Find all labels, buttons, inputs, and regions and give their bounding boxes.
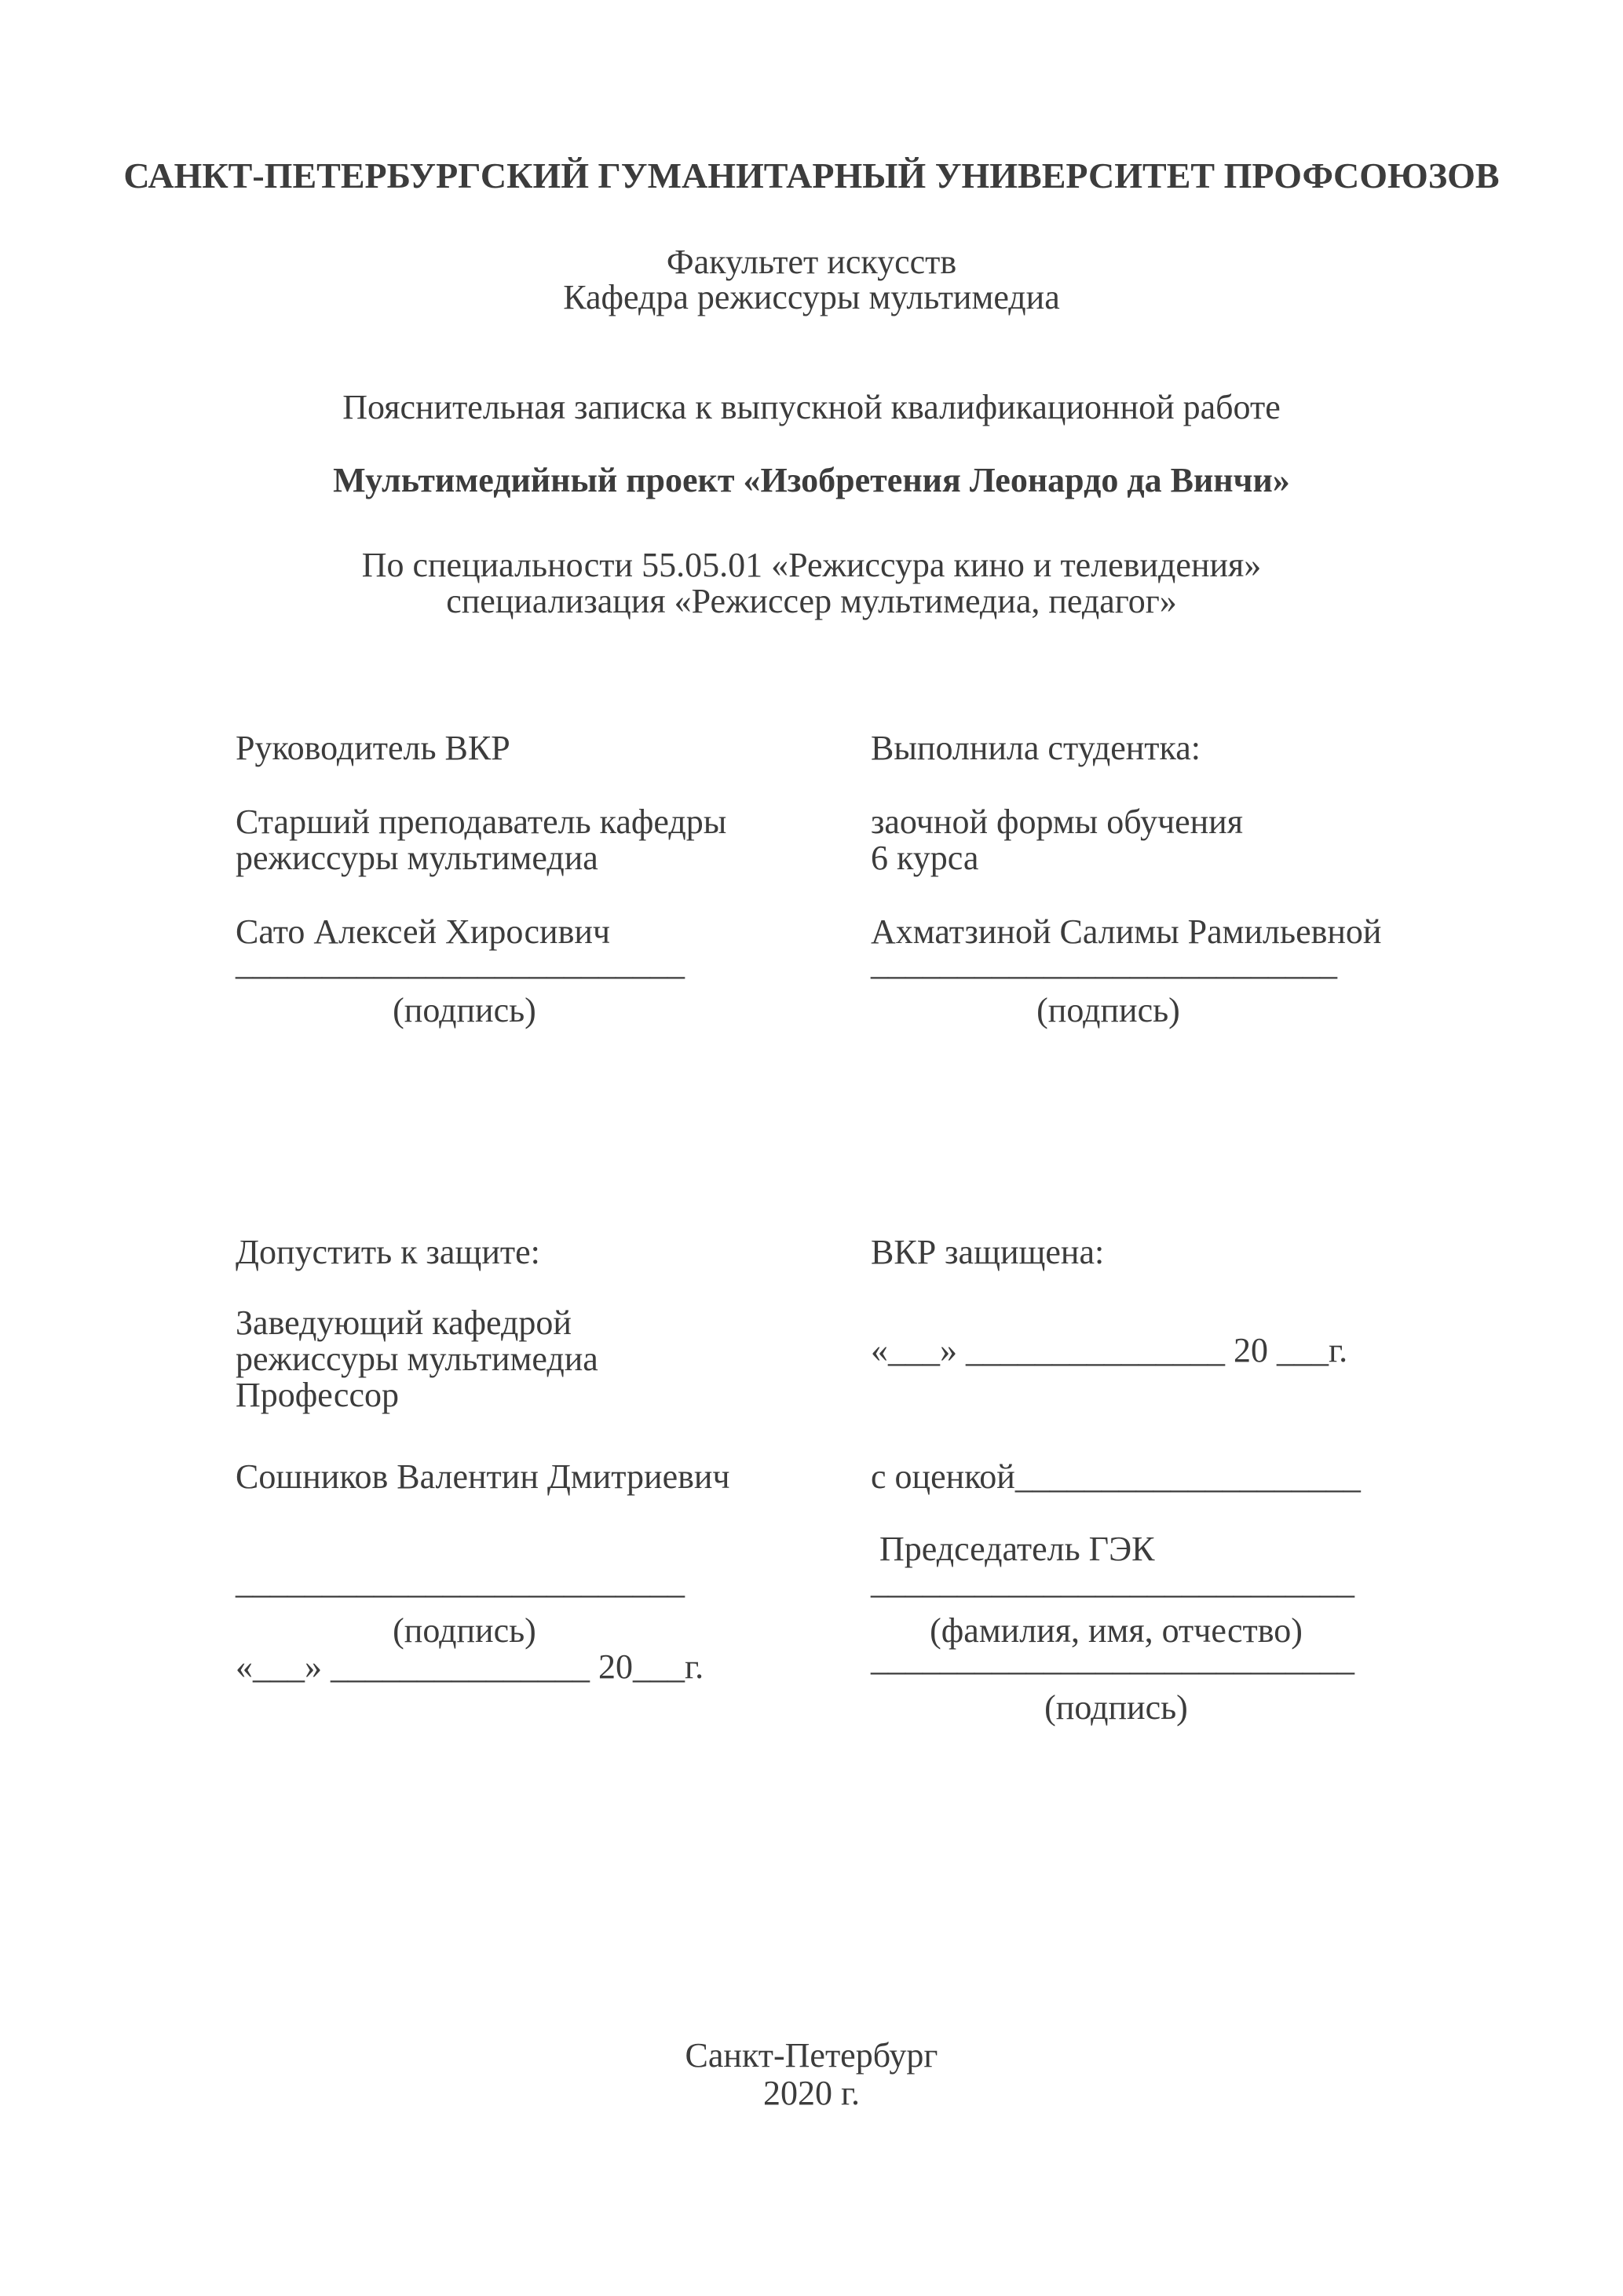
student-info-line2: 6 курса [871,839,979,877]
defense-signature-caption: (подпись) [1044,1688,1188,1727]
specialization-line: специализация «Режиссер мультимедиа, педагог» [446,582,1177,620]
student-signature-line: ___________________________ [871,944,1337,982]
student-info-line1: заочной формы обучения [871,803,1243,841]
defense-name-line: ____________________________ [871,1563,1354,1601]
student-heading: Выполнила студентка: [871,729,1201,767]
supervisor-signature-line: __________________________ [236,944,685,982]
admission-position-line1: Заведующий кафедрой [236,1303,572,1342]
supervisor-position-line1: Старший преподаватель кафедры [236,803,727,841]
work-title: Мультимедийный проект «Изобретения Леонардо да Винчи» [333,461,1290,499]
faculty-line: Факультет искусств [666,243,957,281]
student-signature-caption: (подпись) [1036,991,1180,1029]
defense-name-caption: (фамилия, имя, отчество) [930,1611,1303,1650]
admission-position-line2: режиссуры мультимедиа [236,1340,598,1378]
defense-signature-line: ____________________________ [871,1640,1354,1678]
student-name: Ахматзиной Салимы Рамильевной [871,912,1382,951]
defense-heading: ВКР защищена: [871,1233,1105,1271]
admission-heading: Допустить к защите: [236,1233,540,1271]
supervisor-heading: Руководитель ВКР [236,729,510,767]
defense-date-line: «___» _______________ 20 ___г. [871,1331,1348,1369]
footer-city: Санкт-Петербург [685,2036,938,2075]
note-type-line: Пояснительная записка к выпускной квалификационной работе [342,388,1281,426]
supervisor-signature-caption: (подпись) [393,991,536,1029]
defense-chairman-label: Председатель ГЭК [879,1530,1155,1568]
footer-year: 2020 г. [762,2074,861,2112]
defense-grade-line: с оценкой____________________ [871,1457,1361,1496]
department-line: Кафедра режиссуры мультимедиа [563,278,1060,316]
supervisor-position-line2: режиссуры мультимедиа [236,839,598,877]
admission-position-line3: Профессор [236,1376,399,1414]
admission-name: Сошников Валентин Дмитриевич [236,1457,730,1496]
admission-date-line: «___» _______________ 20___г. [236,1647,704,1686]
specialty-line: По специальности 55.05.01 «Режиссура кино и телевидения» [361,546,1262,584]
admission-signature-caption: (подпись) [393,1611,536,1650]
supervisor-name: Сато Алексей Хиросивич [236,912,611,951]
university-name: САНКТ-ПЕТЕРБУРГСКИЙ ГУМАНИТАРНЫЙ УНИВЕРСИТЕТ ПРОФСОЮЗОВ [123,155,1500,196]
admission-signature-line: __________________________ [236,1563,685,1601]
